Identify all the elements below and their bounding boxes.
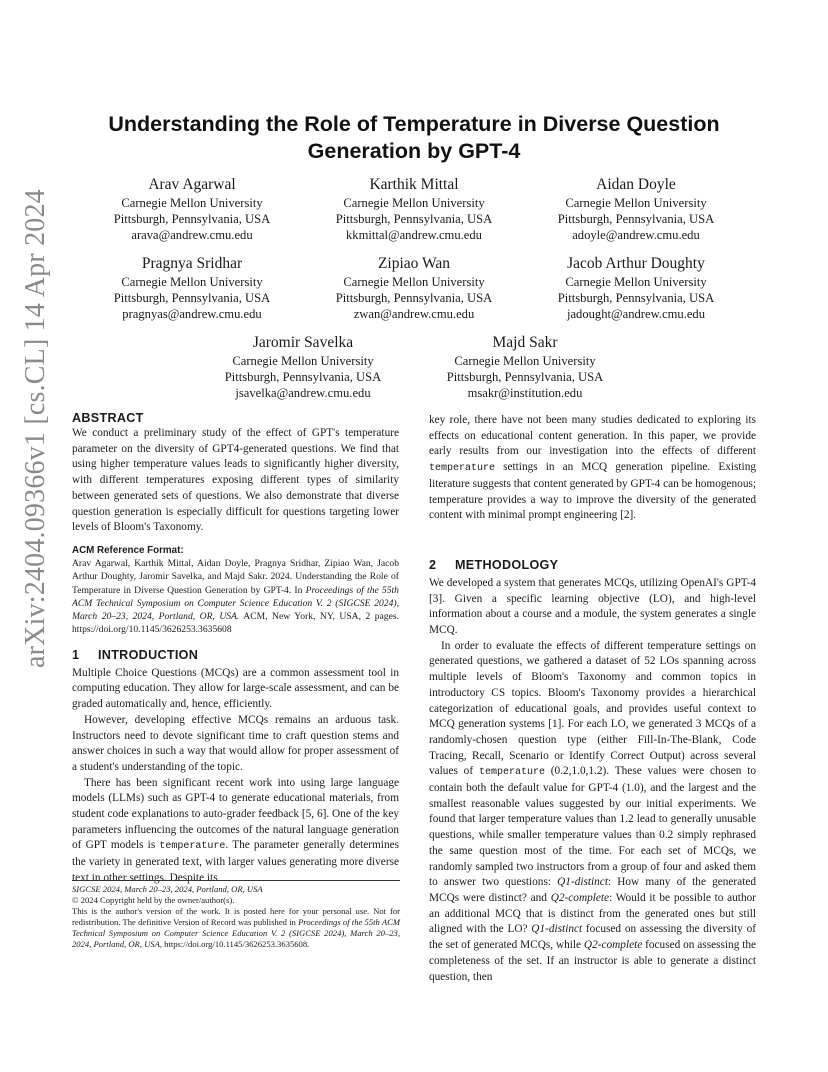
author-name: Karthik Mittal bbox=[369, 176, 459, 193]
author-location: Pittsburgh, Pennsylvania, USA bbox=[446, 370, 604, 384]
author-block bbox=[82, 255, 302, 322]
author-block bbox=[304, 176, 524, 243]
author-name: Zipiao Wan bbox=[377, 255, 451, 272]
footnote bbox=[72, 884, 400, 950]
author-affiliation: Carnegie Mellon University bbox=[343, 275, 485, 289]
author-affiliation: Carnegie Mellon University bbox=[565, 275, 707, 289]
author-affiliation: Carnegie Mellon University bbox=[232, 354, 374, 368]
author-name: Jacob Arthur Doughty bbox=[567, 255, 705, 272]
acm-reference-venue: Proceedings of the 55th ACM Technical Symposium on Computer Science Education V. 2 (SIGCSE 2024), March 20–23, 2024, Portland, OR, USA. bbox=[72, 584, 399, 623]
acm-reference-authors: Arav Agarwal, Karthik Mittal, Aidan Doyle, Pragnya Sridhar, Zipiao Wan, Jacob Arthur Doughty, Jaromir Savelka, and Majd Sakr. 2024. Understanding the Role of Temperature in Diverse Question Generation by GPT-4. In bbox=[72, 557, 399, 596]
method-paragraph-1: We developed a system that generates MCQs, utilizing OpenAI's GPT-4 [3]. Given a specific learning objective (LO), and high-level information about a course and a module, the system generates a single MCQ. bbox=[429, 576, 756, 637]
abstract-text: We conduct a preliminary study of the effect of GPT's temperature parameter on the diversity of GPT4-generated questions. We find that using higher temperature values leads to significantly higher diversity, with different temperatures exposing different types of similarity between generated sets of questions. We also demonstrate that diverse question generation is especially difficult for questions targeting lower levels of Bloom's Taxonomy. bbox=[72, 427, 399, 534]
author-affiliation: Carnegie Mellon University bbox=[121, 196, 263, 210]
right-column bbox=[429, 413, 756, 985]
footnote-venue: SIGCSE 2024, March 20–23, 2024, Portland, OR, USA bbox=[72, 884, 263, 894]
intro-cont-a: key role, there have not been many studies dedicated to exploring its effects on educational content generation. In this paper, we provide early results from our investigation into the effects of different bbox=[429, 414, 756, 458]
author-email: msakr@institution.edu bbox=[467, 386, 583, 400]
author-location: Pittsburgh, Pennsylvania, USA bbox=[224, 370, 382, 384]
intro-paragraph-3 bbox=[72, 776, 399, 887]
author-affiliation: Carnegie Mellon University bbox=[454, 354, 596, 368]
methodology-heading bbox=[429, 557, 756, 573]
author-block bbox=[415, 334, 635, 401]
arxiv-stamp: arXiv:2404.09366v1 [cs.CL] 14 Apr 2024 bbox=[20, 189, 51, 668]
method-p2-f: focused on assessing the completeness of the set. If an instructor is able to generate a distinct question, then bbox=[429, 939, 757, 983]
author-email: jsavelka@andrew.cmu.edu bbox=[235, 386, 371, 400]
intro-p3-a: There has been significant recent work into using large language models (LLMs) such as GPT-4 to generate educational materials, from student code explanations to auto-grader feedback [5, 6]. One of the key parameters influencing the outcomes of the natural language generation of GPT models is bbox=[72, 776, 399, 852]
intro-p3-b: . The parameter generally determines the variety in generated text, with larger values generating more diverse text in other settings. Despite its bbox=[72, 839, 399, 884]
method-paragraph-2 bbox=[429, 639, 756, 985]
author-email: jadought@andrew.cmu.edu bbox=[566, 307, 706, 321]
footnote-copyright: © 2024 Copyright held by the owner/author(s). bbox=[72, 895, 235, 905]
method-p2-d: : Would it be possible to author an additional MCQ that is distinct from the generated ones but still aligned with the LO? bbox=[429, 891, 757, 936]
method-p2-c: : How many of the generated MCQs were distinct? and bbox=[429, 876, 757, 904]
footnote-text-a: This is the author's version of the work. It is posted here for your personal use. Not for redistribution. The definitive Version of Record was published in bbox=[72, 906, 400, 927]
author-affiliation: Carnegie Mellon University bbox=[121, 275, 263, 289]
footnote-text-venue: Proceedings of the 55th ACM Technical Symposium on Computer Science Education V. 2 (SIGCSE 2024), March 20–23, 2024, Portland, OR, USA bbox=[72, 917, 400, 949]
intro-paragraph-1: Multiple Choice Questions (MCQs) are a common assessment tool in computing education. They allow for large-scale assessment, and can be graded automatically and, hence, efficiently. bbox=[72, 666, 399, 711]
author-block bbox=[526, 176, 746, 243]
intro-cont-b: settings in an MCQ generation pipeline. Existing literature suggests that content generated by GPT-4 can be homogenous; temperature provides a way to improve the diversity of the generated content with minimal prompt engineering [2]. bbox=[429, 461, 756, 522]
author-affiliation: Carnegie Mellon University bbox=[565, 196, 707, 210]
footnote-rule bbox=[72, 880, 400, 881]
author-location: Pittsburgh, Pennsylvania, USA bbox=[557, 212, 715, 226]
abstract-heading: ABSTRACT bbox=[72, 411, 144, 425]
acm-reference-tail: ACM, New York, NY, USA, 2 pages. https://doi.org/10.1145/3626253.3635608 bbox=[72, 611, 399, 636]
author-block bbox=[526, 255, 746, 322]
intro-paragraph-2: However, developing effective MCQs remains an arduous task. Instructors need to devote significant time to craft question stems and answer choices in such a way that would allow for proper assessment of a student's understanding of the topic. bbox=[72, 713, 399, 773]
author-affiliation: Carnegie Mellon University bbox=[343, 196, 485, 210]
author-location: Pittsburgh, Pennsylvania, USA bbox=[335, 212, 493, 226]
author-location: Pittsburgh, Pennsylvania, USA bbox=[113, 212, 271, 226]
footnote-text-b: , https://doi.org/10.1145/3626253.3635608. bbox=[159, 939, 310, 949]
section-title: METHODOLOGY bbox=[455, 557, 559, 572]
section-number: 1 bbox=[72, 647, 80, 662]
author-email: zwan@andrew.cmu.edu bbox=[353, 307, 475, 321]
section-number: 2 bbox=[429, 557, 437, 572]
term-q1-distinct: Q1-distinct bbox=[557, 876, 608, 889]
section-title: INTRODUCTION bbox=[98, 647, 199, 662]
author-location: Pittsburgh, Pennsylvania, USA bbox=[557, 291, 715, 305]
author-name: Jaromir Savelka bbox=[252, 334, 354, 351]
author-location: Pittsburgh, Pennsylvania, USA bbox=[113, 291, 271, 305]
term-q2-complete: Q2-complete bbox=[583, 939, 643, 952]
author-name: Pragnya Sridhar bbox=[141, 255, 243, 272]
author-block bbox=[193, 334, 413, 401]
term-q2-complete: Q2-complete bbox=[550, 891, 610, 904]
author-email: adoyle@andrew.cmu.edu bbox=[572, 228, 700, 242]
intro-heading bbox=[72, 647, 399, 663]
author-name: Arav Agarwal bbox=[148, 176, 236, 193]
author-name: Aidan Doyle bbox=[596, 176, 676, 193]
author-email: pragnyas@andrew.cmu.edu bbox=[122, 307, 262, 321]
method-p2-a: In order to evaluate the effects of different temperature settings on generated questions, we gathered a dataset of 52 LOs spanning across multiple levels of Bloom's Taxonomy and common topics in introductory CS topics. Bloom's Taxonomy provides a hierarchical categorization of educational goals, and provides useful context to MCQ generation systems [1]. For each LO, we generated 3 MCQs of a randomly-chosen question type (either Fill-In-The-Blank, Code Tracing, Recall, Scenario or Identify Correct Output) across several values of bbox=[429, 639, 756, 778]
code-temperature: temperature bbox=[429, 463, 496, 475]
code-temperature: temperature bbox=[478, 767, 545, 779]
method-p2-b: (0.2,1.0,1.2). These values were chosen to contain both the default value for GPT-4 (1.0), and the largest and the smallest reasonable values suggested by our initial experiments. We found that larger temperature values than 1.2 lead to generally unusable questions, while smaller temperature values than 0.2 simply rephrased the same question most of the time. For each set of MCQs, we randomly sampled two instructors from a group of four and asked them to answer two questions: bbox=[429, 765, 757, 889]
author-email: kkmittal@andrew.cmu.edu bbox=[346, 228, 482, 242]
intro-continuation bbox=[429, 413, 756, 524]
acm-reference-text bbox=[72, 557, 399, 637]
author-block bbox=[304, 255, 524, 322]
author-email: arava@andrew.cmu.edu bbox=[131, 228, 253, 242]
method-p2-e: focused on assessing the diversity of the set of generated MCQs, while bbox=[429, 923, 756, 952]
term-q1-distinct: Q1-distinct bbox=[531, 923, 583, 936]
acm-reference-heading: ACM Reference Format: bbox=[72, 544, 184, 556]
author-block bbox=[82, 176, 302, 243]
author-location: Pittsburgh, Pennsylvania, USA bbox=[335, 291, 493, 305]
code-temperature: temperature bbox=[159, 841, 226, 853]
author-name: Majd Sakr bbox=[492, 334, 558, 351]
paper-title: Understanding the Role of Temperature in Diverse Question Generation by GPT-4 bbox=[108, 112, 720, 163]
left-column bbox=[72, 410, 399, 887]
footnote-text bbox=[72, 906, 400, 950]
